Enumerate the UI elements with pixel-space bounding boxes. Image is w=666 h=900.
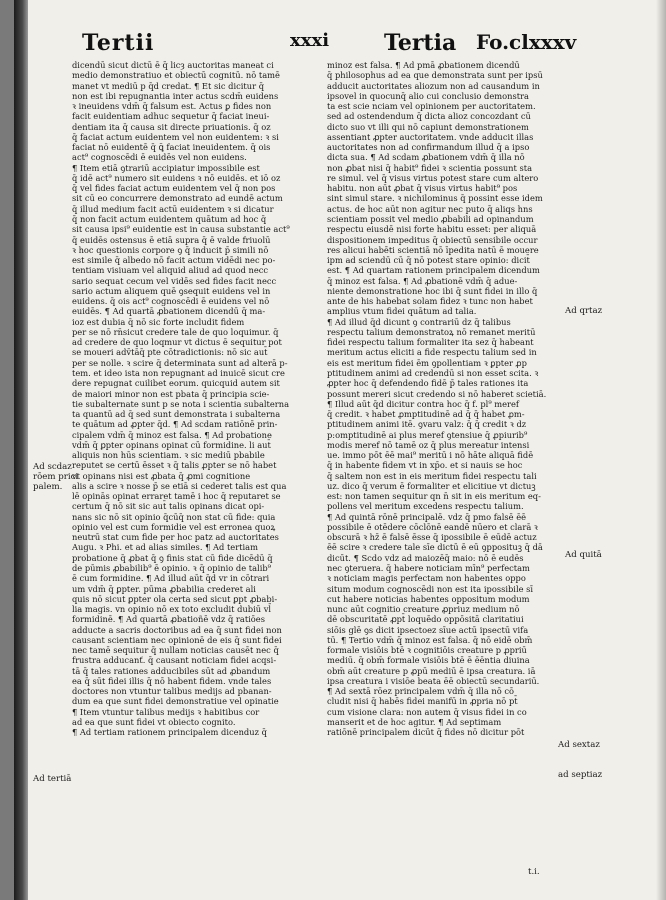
text-line: ad ea que sunt fidei vt obiecto cognito.: [72, 717, 236, 727]
running-head-left: Tertii: [82, 30, 155, 56]
text-line: te quātum ad ꝓpter q̄d. ¶ Ad scdam ratiōnē prin-: [72, 419, 278, 430]
text-line: meritum actus eliciti a fide respectu talium sed in: [327, 347, 537, 358]
text-line: assentiant ꝓpter auctoritatem. vnde adducit illas: [327, 131, 534, 142]
text-line: ꝛ ineuidens vdm̄ q̄ falsum est. Actus ꝑ fides non: [72, 101, 272, 112]
text-line: dē obscuritatē ꝓpt̄ loquēdo oppōsitā claritatiui: [327, 614, 524, 625]
text-line: amplius vtum fidei quātum ad talia.: [327, 306, 477, 317]
text-line: dispositionem impeditus q̄ obiectū sensibile occur: [327, 234, 538, 245]
text-line: facit euidentiam adhuc sequetur q̄ faciat ineui-: [72, 111, 270, 122]
text-line: sit cū eo concurrere demonstrato ad eundē actum: [72, 193, 283, 204]
text-line: q̄ philosophus ad ea que demonstrata sunt per ipsū: [327, 70, 543, 81]
text-line: est simile q̄ albedo nō facit actum vidēdi nec po-: [72, 255, 276, 266]
text-line: q̄ faciat actum euidentem vel non euidentem: ꝛ si: [72, 131, 279, 142]
text-line: lia magis. vn opinio nō ex toto excludit dubiū vl̄: [72, 604, 272, 615]
text-line: alis a scire ꝛ nosse p̄ se etiā si cederet talis est qua: [72, 480, 287, 491]
text-line: ē cum formidine. ¶ Ad illud aūt q̄d vr in cōtrari: [72, 573, 270, 584]
text-line: cipalem vdm̄ q̄ minoz est falsa. ¶ Ad probatione: [72, 429, 272, 440]
text-line: possibile ē otēdere cōclōnē eandē nūero et clarā ꝛ: [327, 521, 538, 532]
text-line: q̄ minoz est falsa. ¶ Ad ꝓbationē vdm̄ q̄ adue-: [327, 275, 518, 286]
text-line: ante de his habebat solam fidez ꝛ tunc non habet: [327, 296, 533, 307]
page-edge-shadow: [656, 0, 666, 900]
text-line: probatione q̄ ꝓbat q̄ ꝯ finis stat cū fide dicēdū q̄: [72, 552, 273, 563]
text-line: aliquis non hūs scientiam. ꝛ sic mediū pbabile: [72, 450, 265, 461]
text-line: dicto suo vt illi qui nō capiunt demonstrationem: [327, 121, 529, 132]
text-line: ꝛ hoc questionis corpore ꝯ q̄ inducit p̄ simili nō: [72, 244, 269, 255]
text-line: non est ibi repugnantia inter actus scdm̄ euidens: [72, 90, 279, 101]
folio-number: Fo.clxxxv: [476, 30, 577, 54]
margin-note-right-3: Ad sextaz: [558, 740, 600, 750]
text-line: de maiori minor non est pbata q̄ principia scie-: [72, 388, 270, 399]
text-line: tū. ¶ Tertio vdm̄ q̄ minoz est falsa. q̄ nō eidē obm̄: [327, 634, 533, 645]
text-line: q̄ saltem non est in eis meritum fidei respectu tali: [327, 470, 537, 481]
text-line: quis nō sicut ꝑpter ola certa sed sicut ꝑpt ꝓbabi-: [72, 593, 278, 604]
binding-gutter: [14, 0, 28, 900]
text-line: nunc aūt cognitio creature ꝓpriuz medium nō: [327, 604, 520, 615]
text-line: sed ad ostendendum q̄ dicta alioz concozdant cū: [327, 111, 531, 122]
text-line: euidēs. ¶ Ad quartā ꝓbationem dicendū q̄ ma-: [72, 306, 266, 317]
text-line: euidens. q̄ ois act⁹ cognoscēdi ē euidens vel nō: [72, 296, 270, 307]
text-line: nec tamē sequitur q̄ nullam noticias causēt nec q̄: [72, 645, 279, 656]
text-column-left: [72, 60, 304, 738]
text-line: ¶ Ad sextā rōez principalem vdm̄ q̄ illa nō cō: [327, 686, 515, 697]
text-line: auctoritates non ad confirmandum illud q̄ a ipso: [327, 142, 530, 153]
text-line: est: non tamen sequitur qn n̄ sit in eis meritum eq-: [327, 491, 541, 502]
text-line: q̄ euidēs ostensus ē etiā supra q̄ ē valde friuolū: [72, 234, 271, 245]
text-column-right: [327, 60, 559, 738]
text-line: habitu. non aūt ꝓbat q̄ visus virtus habit⁹ pos: [327, 183, 518, 194]
text-line: cum visione clara: non autem q̄ visus fidei in co: [327, 706, 527, 717]
text-line: ēē scire ꝛ credere tale sīe dictū ē eū ꝯpposituꝫ q̄ dā: [327, 542, 543, 553]
text-line: eis est meritum fidei ēm ꝯpollentiam ꝛ ꝑpter ꝓp: [327, 357, 527, 368]
text-line: adducte a sacris doctoribus ad ea q̄ sunt fidei non: [72, 624, 282, 635]
text-line: doctores non vtuntur talibus medijs ad pbanan-: [72, 686, 272, 697]
text-line: ꝛ noticiam magis perfectam non habentes oppo: [327, 573, 526, 584]
text-line: ꝓpter hoc q̄ defendendo fidē p̄ tales rationes ita: [327, 378, 529, 389]
text-line: se moueri adv̄tāq̄ pte cōtradictionis: nō sic aut̄: [72, 347, 268, 358]
text-line: tentiam visiuam vel aliquid aliud ad quod necc: [72, 265, 269, 276]
text-line: q̄ in habente fidem vt in xp̄o. et si nauis se hoc: [327, 460, 523, 471]
text-line: manserit et de hoc agitur. ¶ Ad septimam: [327, 717, 502, 727]
text-line: ptitudinem animi itē. ꝯvaru valz: q̄ q̄ credit ꝛ dz: [327, 419, 527, 430]
text-line: neutrū stat cum fide per hoc patz ad auctoritates: [72, 532, 279, 543]
text-line: formidinē. ¶ Ad quartā ꝓbatioñē vdz q̄ ratiōes: [72, 614, 265, 625]
text-line: sario actum aliquem quē ꝯsequit euidens vel in: [72, 285, 271, 296]
text-line: ¶ Illud aūt q̄d dicitur contra hoc q̄ f. pl⁹ meref: [327, 398, 520, 409]
text-line: causant scientiam nec opinionē de eis q̄ sunt fidei: [72, 634, 282, 645]
text-line: nec ꝯteruera. q̄ habere noticiam mīn⁹ perfectam: [327, 563, 530, 574]
text-line: dum ea que sunt fidei demonstratiue vel opinatie: [72, 696, 279, 707]
text-line: faciat nō euidentē q̄ ꝗ̄ faciat ineuidentem. q̄ ois: [72, 142, 271, 153]
text-line: ad credere de quo loqmur vt dictus ē sequitur pot: [72, 337, 282, 348]
signature-mark: t.i.: [528, 867, 540, 877]
text-line: per se nolle. ꝛ scire q̄ determinata sunt ad alterā p-: [72, 357, 288, 368]
text-line: fidei respectu talium formaliter ita sez q̄ habeant: [327, 337, 534, 348]
text-line: uz. dico q̄ verum ē formaliter et elicitiue vt dictuꝫ: [327, 480, 536, 491]
margin-note-line: Ad scdaz: [33, 462, 72, 472]
text-line: Augu. ꝛ Phi. et ad alias similes. ¶ Ad tertiam: [72, 542, 258, 553]
text-line: tie subalternate sunt p se nota i scientia subalterna: [72, 398, 290, 409]
text-line: q̄ credit. ꝛ habet ꝓmptitudinē ad q̄ q̄ habet ꝓm-: [327, 409, 525, 420]
text-line: q̄ idē act⁹ numero sit euidens ꝛ nō euidēs. et iō oz: [72, 172, 281, 183]
text-line: siōis glē ꝯs dicit ipsectoez sīue actū ipsectū vifa: [327, 624, 529, 635]
text-line: ta est scie nciam vel opinionem per auctoritatem.: [327, 101, 536, 112]
text-line: reputet se certū ēsset ꝛ q̄ talis ꝓpter se nō habet: [72, 460, 277, 471]
text-line: ptitudinem animi ad credendū si non esset scita. ꝛ: [327, 367, 539, 378]
text-line: manet vt mediū p q̄d credat. ¶ Et sic dicitur q̄: [72, 80, 265, 91]
text-line: ¶ Item etiā ꝯtrariū accipiatur impossibile est: [72, 162, 260, 173]
text-line: situm modum cognoscēdi non est ita ipossibile sī: [327, 583, 534, 594]
text-line: niente demonstratione hoc ibi q̄ sunt fidei in illo q̄: [327, 285, 538, 296]
text-line: medio demonstratiuo et obiectū cognitū. nō tamē: [72, 70, 280, 81]
text-line: vdm̄ q̄ ꝑpter opinans opinat cū formidine. li aut̄: [72, 439, 271, 450]
text-line: p:omptitudinē ai plus meref ꝯtensiue q̄ ꝓpiurib⁹: [327, 429, 528, 440]
text-line: dentiam ita q̄ causa sit directe priuationis. q̄ oz: [72, 121, 271, 132]
text-line: cludit nisi q̄ habēs fidei manifū in ꝓpria nō pt̄: [327, 696, 518, 707]
margin-note-right-2: Ad quitā: [565, 550, 602, 560]
text-line: ipsa creatura i visiōe beata ēē obiectū secundariū.: [327, 675, 540, 686]
text-line: obm̄ aūt creature p ꝓpū mediū ē ipsa creatura. iā: [327, 665, 536, 676]
text-line: ioz est dubia q̄ nō sic forte includit fidem: [72, 316, 245, 327]
text-line: ¶ Item vtuntur talibus medijs ꝛ habitibus cor: [72, 706, 260, 717]
margin-note-line: palem.: [33, 482, 63, 492]
text-line: dicūt. ¶ Scdo vdz ad maiozēq̄ maio: nō ē eudēs: [327, 552, 524, 563]
margin-note-right-1: Ad qrtaz: [565, 306, 603, 316]
text-line: ue. immo pōt ēē mai⁹ meritū i nō hāte aliquā fidē: [327, 450, 534, 461]
margin-note-left-1: [33, 462, 78, 492]
text-line: minoz est falsa. ¶ Ad pmā ꝓbationem dicendū: [327, 60, 520, 70]
text-line: respectu talium demonstratoꝝ nō remanet meritū: [327, 326, 536, 337]
text-line: sit causa ipsi⁹ euidentie est in causa substantie act⁹: [72, 224, 290, 235]
text-line: tā q̄ tales rationes adducibiles sūt ad ꝓbandum: [72, 665, 271, 676]
text-line: respectu eiusdē nisi forte habitu esset: per aliquā: [327, 224, 537, 235]
text-line: possunt mereri sicut credendo si nō haberet scietiā.: [327, 388, 547, 399]
text-line: vt opinans nisi est ꝓbata q̄ ꝓmi cognitione: [72, 470, 251, 481]
margin-note-left-2: Ad tertiā: [33, 774, 72, 784]
text-line: dicendū sicut dictū ē q̄ licȝ auctoritas maneat ci: [72, 60, 274, 70]
text-line: de pūmis ꝓbabilib⁹ ē opinio. ꝛ q̄ opinio de talib⁹: [72, 563, 271, 574]
text-line: est. ¶ Ad quartam rationem principalem dicendum: [327, 265, 540, 276]
running-head-right: Tertia: [384, 30, 457, 56]
text-line: dere repugnat cuilibet eorum. quicquid autem sit: [72, 378, 280, 389]
text-line: mediū. q̄ obm̄ formale visiōis btē ē ēēntia diuina: [327, 655, 530, 666]
text-line: modis meref nō tamē oz q̄ plus mereatur intensi: [327, 439, 530, 450]
text-line: ipm ad sciendū cū q̄ nō potest stare opinio: dicit̄: [327, 255, 530, 266]
text-line: q̄ illud medium facit actū euidentem ꝛ si dicatur: [72, 203, 274, 214]
text-line: um vdm̄ q̄ ꝑpter. pūma ꝓbabilia crederet ali: [72, 583, 256, 594]
text-line: tem. et ideo ista non repugnant ad inuicē sicut cre: [72, 367, 285, 378]
text-line: re simul. vel q̄ visus virtus potest stare cum altero: [327, 172, 539, 183]
text-line: ta quantū ad q̄ sed sunt demonstrata i subalterna: [72, 409, 281, 420]
margin-note-right-4: ad septiaz: [558, 770, 603, 780]
text-line: ¶ Ad quintā rōnē principalē. vdz q̄ pmo falsē ēē: [327, 511, 527, 522]
text-line: pollens vel meritum excedens respectu talium.: [327, 501, 524, 512]
text-line: opinio vel est cum formidie vel est erronea quoꝝ: [72, 521, 276, 532]
text-line: sint simul stare. ꝛ nichilominus q̄ possint esse idem: [327, 193, 543, 204]
text-line: sario sequat cecum vel vidēs sed fides facit necc: [72, 275, 277, 286]
text-line: q̄ non facit actum euidentem quātum ad hoc q̄: [72, 213, 267, 224]
gathering-number: xxxi: [290, 30, 330, 51]
text-line: dicta sua. ¶ Ad scdam ꝓbationem vdm̄ q̄ illa nō: [327, 152, 525, 163]
text-line: ipsovel in quocunq̄ alio cui conclusio demonstra: [327, 90, 529, 101]
text-line: formale visiōis btē ꝛ cognitiōis creature p ꝓpriū: [327, 645, 527, 656]
margin-note-line: rōem prici: [33, 472, 79, 482]
text-line: per se nō rn̄sicut credere tale de quo loquimur. q̄: [72, 326, 279, 337]
text-line: frustra adducanť. q̄ causant noticiam fidei acqsi-: [72, 655, 277, 666]
text-line: ¶ Ad illud q̄d dicunt ꝯ contrariū dz q̄ talibus: [327, 316, 511, 327]
text-line: non ꝓbat nisi q̄ habit⁹ fidei ꝛ scientia possunt sta: [327, 162, 533, 173]
text-line: act⁹ cognoscēdi ē euidēs vel non euidens.: [72, 152, 247, 163]
text-line: ea q̄ sūt fidei illis q̄ nō habent fidem. vnde tales: [72, 675, 272, 686]
text-line: scientiam possit vel medio ꝓbabili ad opinandum: [327, 213, 534, 224]
text-line: ratiōnē principalem dicūt q̄ fides nō dicitur pōt: [327, 727, 525, 738]
text-line: q̄ vel fides faciat actum euidentem vel q̄ non pos: [72, 183, 276, 194]
text-line: cut habere noticias habentes oppositum modum: [327, 593, 530, 604]
text-line: actus. de hoc aūt non agitur nec puto q̄ aliqs hns: [327, 203, 533, 214]
text-line: res alicui habēti scientiā nō īpedita natū ē mouere: [327, 244, 539, 255]
text-line: nans sic nō sit opinio q̄cūq̄ non stat cū fide: quia: [72, 511, 276, 522]
text-line: lē opinās opinat erraret tamē i hoc q̄ reputaret se: [72, 491, 281, 502]
text-line: obscurā ꝛ hz̄ ē falsē ēsse q̄ ipossibile ē eūdē actuz: [327, 532, 537, 543]
text-line: ¶ Ad tertiam rationem principalem dicenduz q̄: [72, 727, 267, 738]
text-line: adducit auctoritates aliozum non ad causandum in: [327, 80, 540, 91]
text-line: certum q̄ nō sit sic aut̄ talis opinans dicat opi-: [72, 501, 265, 512]
